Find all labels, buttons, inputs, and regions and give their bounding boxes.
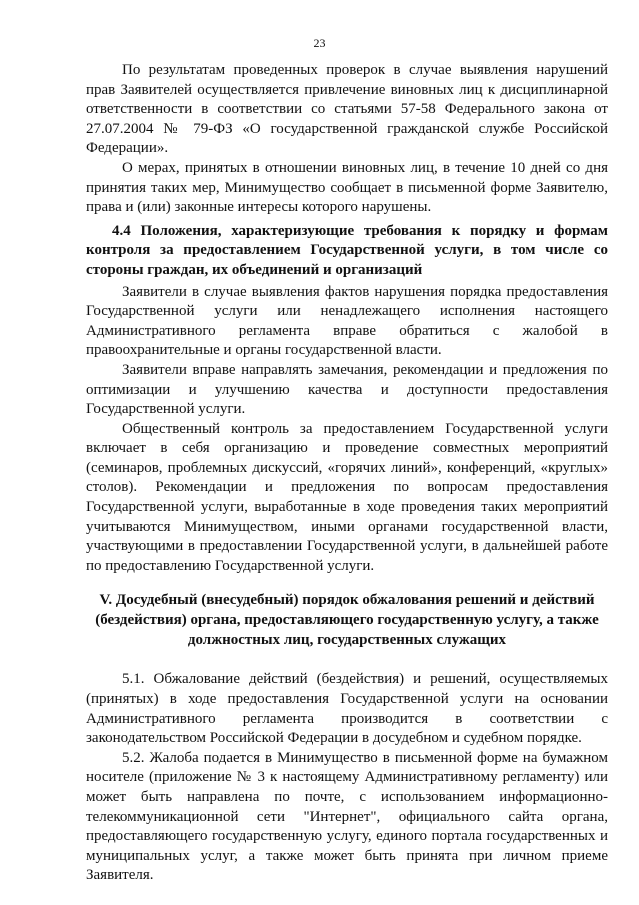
section-4-4-heading: 4.4 Положения, характеризующие требования к порядку и формам контроля за предоставлением Государственной услуги, в том числе со стороны граждан, их объединений и организаций xyxy=(86,222,608,278)
document-body xyxy=(86,61,608,886)
spacer xyxy=(86,650,608,670)
paragraph-5-1: 5.1. Обжалование действий (бездействия) и решений, осуществляемых (принятых) в ходе предоставления Государственной услуги на основании Административного регламента производится в соответствии с законодательством Российской Федерации в досудебном и судебном порядке. xyxy=(86,671,608,747)
paragraph-recommendations: Заявители вправе направлять замечания, рекомендации и предложения по оптимизации и улучшению качества и доступности предоставления Государственной услуги. xyxy=(86,361,608,418)
paragraph-complaint-right: Заявители в случае выявления фактов нарушения порядка предоставления Государственной услуги или ненадлежащего исполнения настоящего Административного регламента вправе обратиться с жалобой в правоохранительные и органы государственной власти. xyxy=(86,283,608,359)
page-number: 23 xyxy=(313,36,326,50)
paragraph-5-2: 5.2. Жалоба подается в Минимущество в письменной форме на бумажном носителе (приложение № 3 к настоящему Административному регламенту) или может быть направлена по почте, с использованием информационно-телекоммуникационной сети "Интернет", официального сайта органа, предоставляющего государственную услугу, единого портала государственных и муниципальных услуг, а также может быть принята при личном приеме Заявителя. xyxy=(86,749,608,884)
paragraph-public-control: Общественный контроль за предоставлением Государственной услуги включает в себя организацию и проведение совместных мероприятий (семинаров, проблемных дискуссий, «горячих линий», конференций, «круглых» столов). Рекомендации и предложения по вопросам предоставления Государственной услуги, выработанные в ходе проведения таких мероприятий учитываются Минимуществом, иными органами государственной власти, участвующими в предоставлении Государственной услуги, в дальнейшей работе по предоставлению Государственной услуги. xyxy=(86,420,608,574)
section-v-heading: V. Досудебный (внесудебный) порядок обжалования решений и действий (бездействия) органа, предоставляющего государственную услугу, а также должностных лиц, государственных служащих xyxy=(95,592,599,649)
paragraph-violations: По результатам проведенных проверок в случае выявления нарушений прав Заявителей осуществляется привлечение виновных лиц к дисциплинарной ответственности в соответствии со статьями 57-58 Федерального закона от 27.07.2004 № 79-ФЗ «О государственной гражданской службе Российской Федерации». xyxy=(86,62,608,157)
paragraph-measures: О мерах, принятых в отношении виновных лиц, в течение 10 дней со дня принятия таких мер, Минимущество сообщает в письменной форме Заявителю, права и (или) законные интересы которого нарушены. xyxy=(86,159,608,216)
spacer xyxy=(86,576,608,590)
